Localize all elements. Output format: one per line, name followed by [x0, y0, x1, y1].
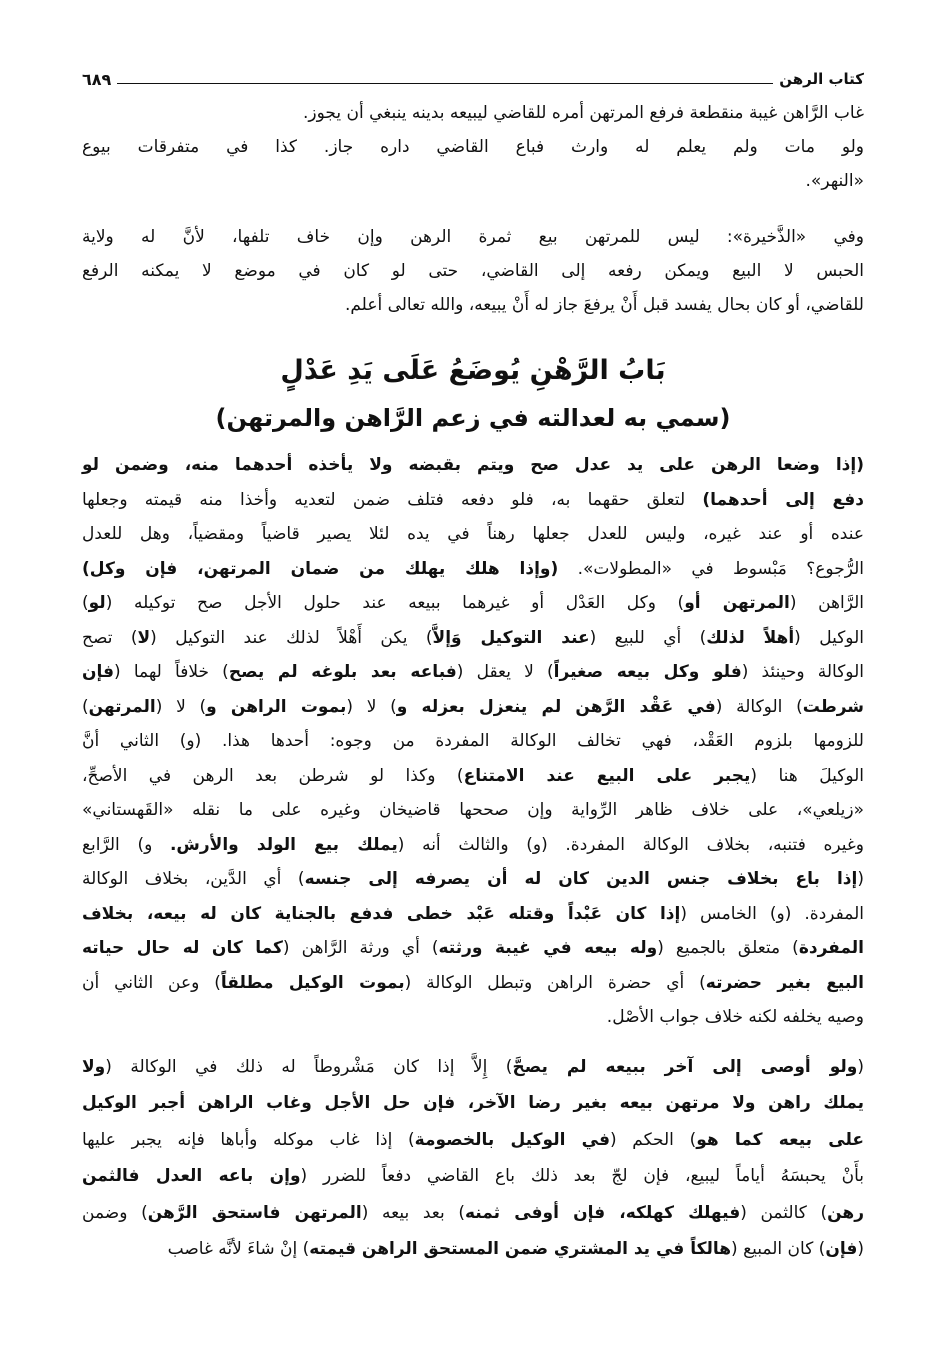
chapter-subtitle: (سمي به لعدالته في زعم الرَّاهن والمرتهن): [215, 404, 731, 432]
text-line: [82, 862, 864, 897]
commentary-text: ) إِلاَّ إذا كان مَشْروطاً له ذلك في الوكالة (: [105, 1056, 513, 1077]
commentary-text: ) أي للبيع (: [589, 627, 707, 648]
text-line: [82, 1000, 864, 1035]
text-line: [82, 897, 864, 932]
commentary-text: ) لا (: [155, 696, 207, 717]
commentary-text: المفردة. (و) الخامس (: [680, 903, 864, 924]
matn-text: شرطت: [802, 696, 865, 717]
commentary-text: ): [82, 593, 89, 613]
commentary-text: «زيلعي»، على خلاف ظاهر الرِّواية وإن صححها قاضيخان وغيره على ما نقله «القَهستاني»: [82, 800, 864, 820]
matn-text: على بيعه كما هو: [696, 1129, 864, 1150]
matn-text: في عَقْد الرَّهن لم ينعزل بعزله و: [396, 696, 716, 717]
commentary-text: ) أي الدَّين، بخلاف الوكالة: [82, 869, 305, 889]
commentary-text: للقاضي، أو كان بحال يفسد قبل أَنْ يرفعَ جاز له أَنْ يبيعه، والله تعالى أعلم.: [344, 295, 864, 315]
commentary-text: و) الرَّابع: [82, 834, 170, 855]
text-line: [82, 552, 864, 587]
commentary-text: الوكيل (: [794, 627, 864, 648]
text-line: [82, 448, 864, 483]
commentary-text: عنده أو عند غيره، وليس للعدل جعلها رهناً في يده لئلا يصير قاضياً ومقضياً، وهل للعدل: [82, 524, 864, 544]
commentary-text: ) وعن الثاني أن: [82, 972, 221, 993]
text-line: [82, 1195, 864, 1232]
commentary-text: ) تصح: [82, 627, 138, 648]
commentary-text: للزومها بلزوم العَقْد، فهي تخالف الوكالة المفردة من وجوه: أحدها هذا. (و) الثاني أنَّ: [82, 731, 864, 751]
matn-text: في الوكيل بالخصومة: [414, 1129, 610, 1150]
text-line: [82, 931, 864, 966]
text-line: [82, 1049, 864, 1086]
matn-text: وله بيعه في غيبة ورثته: [438, 938, 658, 958]
intro-text: [82, 96, 864, 322]
commentary-text: غاب الرَّاهن غيبة منقطعة فرفع المرتهن أمره للقاضي ليبيعه بدينه ينبغي أن يجوز.: [303, 103, 864, 123]
paragraph: [82, 1049, 864, 1268]
matn-text: أهلاً لذلك: [706, 627, 795, 648]
commentary-text: الرُّجوع؟ مَبْسوط في «المطولات».: [558, 558, 864, 579]
matn-text: فإن: [82, 662, 115, 682]
paragraph: [82, 130, 864, 198]
matn-text: المفردة: [798, 938, 864, 958]
text-line: [82, 96, 864, 130]
commentary-text: ولو مات ولم يعلم له وارث فباع القاضي داره جاز. كذا في متفرقات بيوع: [82, 137, 864, 157]
matn-text: فباعه بعد بلوغه لم يصح: [228, 662, 457, 682]
matn-text: كما كان له حال حياته: [82, 938, 283, 958]
commentary-text: ) الحكم (: [609, 1129, 697, 1150]
commentary-text: ) كان المبيع (: [731, 1239, 826, 1259]
commentary-text: ) متعلق بالجميع (: [657, 938, 799, 958]
text-line: [82, 254, 864, 288]
text-line: [82, 164, 864, 198]
text-line: [82, 586, 864, 621]
matn-text: البيع بغير حضرته: [705, 972, 864, 993]
commentary-text: ) خلافاً لهما (: [114, 662, 229, 682]
commentary-text: ) إذا غاب موكله وأباها فإنه يجبر عليها: [82, 1129, 415, 1150]
matn-text: رهن: [827, 1202, 864, 1223]
text-line: [82, 655, 864, 690]
text-line: [82, 759, 864, 794]
matn-text: ولا: [82, 1056, 106, 1077]
running-header: [82, 62, 864, 96]
commentary-text: وصيه يخلفه لكنه خلاف جواب الأصْل.: [606, 1007, 864, 1027]
chapter-body: [82, 448, 864, 1268]
commentary-text: ) إنْ شاءَ لأنَّه غاصب: [167, 1239, 310, 1259]
matn-text: وإن باعه العدل فالثمن: [82, 1166, 301, 1186]
matn-text: هالكاً في يد المشتري ضمن المستحق الراهن قيمته: [309, 1239, 732, 1259]
commentary-text: (: [857, 869, 864, 889]
commentary-text: ) بعد بيعه (: [361, 1202, 465, 1223]
text-line: [82, 621, 864, 656]
header-rule: [117, 83, 773, 84]
matn-text: المرتهن: [88, 696, 156, 717]
commentary-text: الحبس لا البيع ويمكن رفعه إلى القاضي، حتى لو كان في موضع لا يمكنه الرفع: [82, 261, 864, 281]
text-line: [82, 1085, 864, 1122]
text-line: [82, 1231, 864, 1268]
matn-text: لا: [137, 627, 151, 648]
commentary-text: بأَنْ يحبسَهُ أياماً ليبيع، فإن لجّ بعد ذلك باع القاضي دفعاً للضرر (: [300, 1166, 864, 1186]
text-line: [82, 517, 864, 552]
paragraph: [82, 448, 864, 1035]
paragraph: [82, 96, 864, 130]
text-line: [82, 1122, 864, 1159]
matn-text: فلو وكل بيعه صغيراً: [553, 662, 742, 682]
paragraph: [82, 220, 864, 322]
commentary-text: ) وكذا لو شرطن بعد الرهن في الأصحِّ،: [82, 765, 464, 786]
text-line: [82, 966, 864, 1001]
commentary-text: (: [857, 1056, 864, 1077]
commentary-text: الوكيلَ هنا (: [750, 765, 864, 786]
text-line: [82, 130, 864, 164]
text-line: [82, 288, 864, 322]
commentary-text: «النهر».: [805, 171, 864, 191]
text-line: [82, 220, 864, 254]
commentary-text: ) يكن أَهْلاً لذلك عند التوكيل (: [150, 627, 433, 648]
commentary-text: وفي «الذَّخيرة»: ليس للمرتهن بيع ثمرة الرهن وإن خاف تلفها، لأنَّ له ولاية: [82, 227, 864, 247]
page-number: ٦٨٩: [82, 69, 112, 89]
text-line: [82, 793, 864, 828]
commentary-text: ) كالثمن (: [740, 1202, 828, 1223]
matn-text: ولو أوصى إلى آخر ببيعه لم يصحَّ: [512, 1056, 858, 1077]
matn-text: إذا باع بخلاف جنس الدين كان له أن يصرفه إلى جنسه: [304, 869, 858, 889]
commentary-text: ) وكل العَدْل أو غيرهما ببيعه عند حلول الأجل صح توكيله (: [105, 593, 685, 613]
matn-text: لو: [88, 593, 106, 613]
commentary-text: (: [857, 1239, 864, 1259]
matn-text: بموت الراهن و: [206, 696, 347, 717]
matn-text: (وإذا هلك يهلك من ضمان المرتهن، فإن وكل): [82, 558, 559, 579]
commentary-text: ): [82, 696, 89, 717]
text-line: [82, 690, 864, 725]
commentary-text: ) لا يعقل (: [456, 662, 554, 682]
commentary-text: ) وضمن: [82, 1202, 148, 1223]
commentary-text: ) أي ورثة الرَّاهن (: [282, 938, 439, 958]
matn-text: المرتهن أو: [684, 593, 790, 613]
matn-text: فإن: [825, 1239, 858, 1259]
matn-text: دفع إلى أحدهما): [702, 489, 865, 510]
chapter-title: بَابُ الرَّهْنِ يُوضَعُ عَلَى يَدِ عَدْلٍ: [280, 355, 666, 386]
text-line: [82, 828, 864, 863]
matn-text: فيهلك كهلكه، فإن أوفى ثمنه: [465, 1202, 741, 1223]
commentary-text: ) الوكالة (: [715, 696, 803, 717]
matn-text: بموت الوكيل مطلقاً: [220, 972, 405, 993]
commentary-text: ) لا (: [346, 696, 397, 717]
matn-text: إذا كان عَبْداً وقتله عَبْد خطى فدفع بالجناية كان له بيعه، بخلاف: [82, 903, 681, 924]
matn-text: يجبر على البيع عند الامتناع: [463, 765, 751, 786]
book-title: كتاب الرهن: [779, 70, 864, 88]
book-page: [82, 62, 864, 1268]
chapter-heading: [82, 346, 864, 440]
matn-text: يملك راهن ولا مرتهن بيعه بغير رضا الآخر، فإن حل الأجل وغاب الراهن أجبر الوكيل: [82, 1093, 864, 1113]
text-line: [82, 483, 864, 518]
matn-text: (إذا وضعا الرهن على يد عدل صح ويتم بقبضه ولا يأخذه أحدهما منه، وضمن لو: [82, 455, 864, 475]
commentary-text: وغيره فتنبه، بخلاف الوكالة المفردة. (و) والثالث أنه (: [397, 834, 864, 855]
matn-text: عند التوكيل وَإلاَّ: [432, 627, 590, 648]
matn-text: المرتهن فاستحق الرَّهن: [147, 1202, 362, 1223]
commentary-text: الرَّاهن (: [789, 593, 865, 613]
matn-text: يملك بيع الولد والأرش.: [169, 834, 398, 855]
text-line: [82, 724, 864, 759]
commentary-text: ) أي حضرة الراهن وتبطل الوكالة (: [404, 972, 706, 993]
commentary-text: لتعلق حقهما به، فلو دفعه فتلف ضمن لتعديه وأخذا منه قيمته وجعلها: [82, 489, 703, 510]
commentary-text: الوكالة وحينئذ (: [741, 662, 864, 682]
text-line: [82, 1158, 864, 1195]
